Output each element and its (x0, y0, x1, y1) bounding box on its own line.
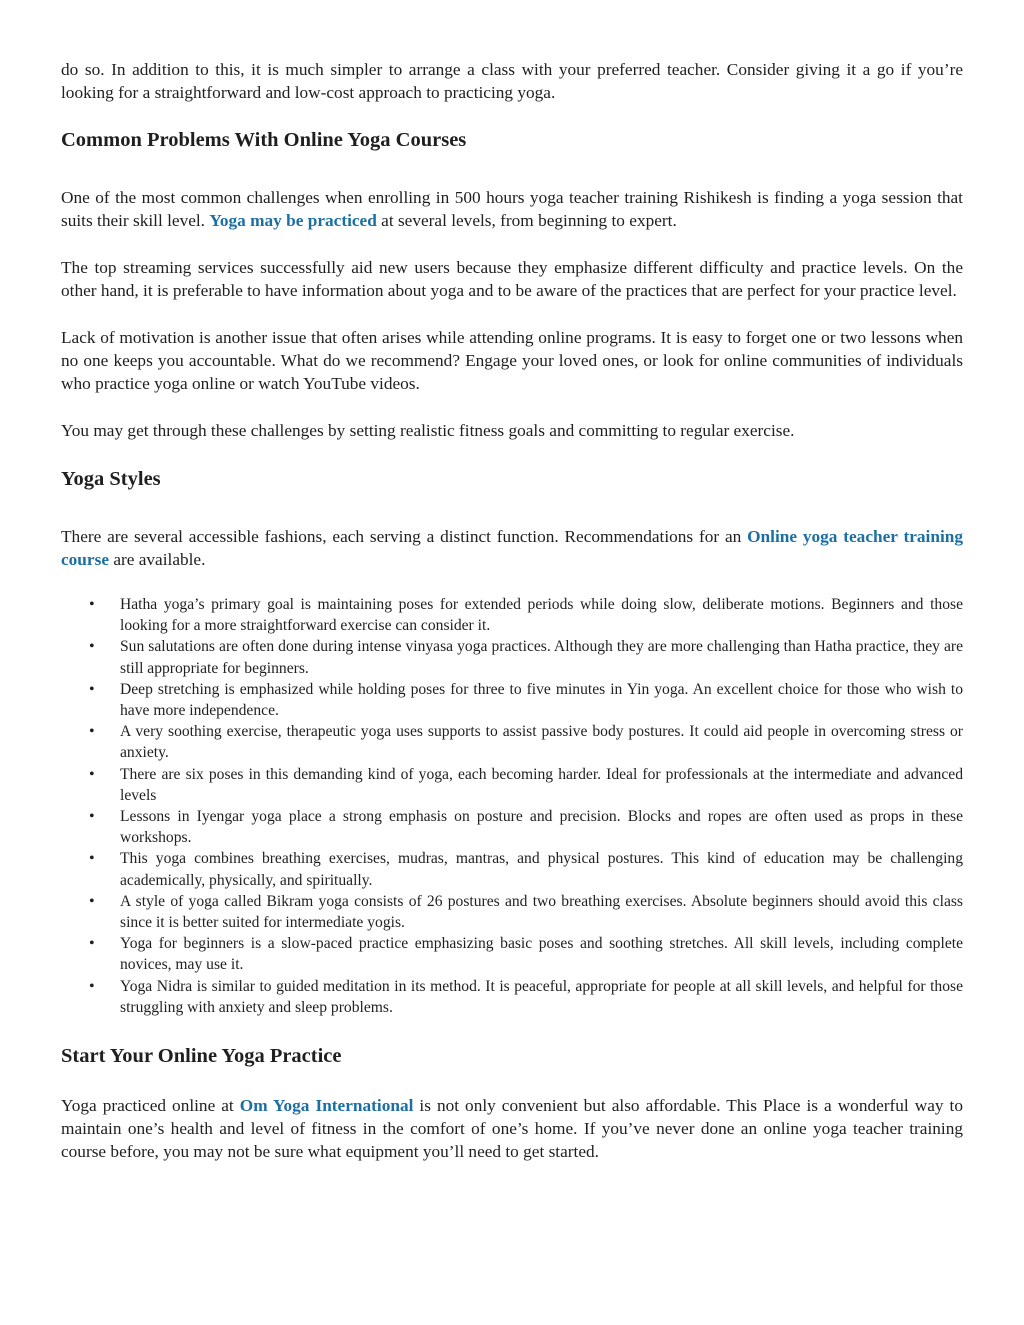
styles-intro-paragraph (61, 525, 963, 571)
list-item: • Yoga Nidra is similar to guided meditation in its method. It is peaceful, appropriate for people at all skill levels, and helpful for those struggling with anxiety and sleep problems. (61, 976, 963, 1018)
intro-paragraph: do so. In addition to this, it is much simpler to arrange a class with your preferred teacher. Consider giving it a go if you’re looking for a straightforward and low-cost approach to practicing yoga. (61, 60, 963, 102)
list-item: • Lessons in Iyengar yoga place a strong emphasis on posture and precision. Blocks and ropes are often used as props in these workshops. (61, 806, 963, 848)
list-item: • There are six poses in this demanding kind of yoga, each becoming harder. Ideal for professionals at the intermediate and advanced levels (61, 764, 963, 806)
problems-p1-text-end: at several levels, from beginning to expert. (376, 211, 677, 230)
list-item: • Sun salutations are often done during intense vinyasa yoga practices. Although they are more challenging than Hatha practice, they are still appropriate for beginners. (61, 636, 963, 678)
yoga-styles-list (61, 594, 963, 1018)
link-yoga-may-be-practiced[interactable]: Yoga may be practiced (209, 211, 377, 230)
start-paragraph (61, 1094, 963, 1163)
styles-intro-text-end: are available. (109, 550, 206, 569)
styles-intro-text: There are several accessible fashions, each serving a distinct function. Recommendations for an (61, 527, 748, 546)
problems-paragraph-2: The top streaming services successfully aid new users because they emphasize different difficulty and practice levels. On the other hand, it is preferable to have information about yoga and to be aware of the practices that are perfect for your practice level. (61, 258, 963, 300)
problems-paragraph-3: Lack of motivation is another issue that often arises while attending online programs. It is easy to forget one or two lessons when no one keeps you accountable. What do we recommend? Engage your loved ones, or look for online communities of individuals who practice yoga online or watch YouTube videos. (61, 328, 963, 393)
list-item: • Deep stretching is emphasized while holding poses for three to five minutes in Yin yoga. An excellent choice for those who wish to have more independence. (61, 679, 963, 721)
list-item: • Hatha yoga’s primary goal is maintaining poses for extended periods while doing slow, deliberate motions. Beginners and those looking for a more straightforward exercise can consider it. (61, 594, 963, 636)
start-p1-text: Yoga practiced online at (61, 1096, 240, 1116)
link-om-yoga-international[interactable]: Om Yoga International (239, 1096, 414, 1116)
list-item: • This yoga combines breathing exercises, mudras, mantras, and physical postures. This kind of education may be challenging academically, physically, and spiritually. (61, 848, 963, 890)
problems-paragraph-4: You may get through these challenges by setting realistic fitness goals and committing to regular exercise. (61, 421, 795, 440)
document-body (61, 58, 963, 1163)
start-p1-text-end: is not only convenient but also affordable. This Place is a wonderful way to maintain one’s health and level of fitness in the comfort of one’s home. If you’ve never done an online yoga teacher training course before, you may not be sure what equipment you’ll need to get started. (61, 1096, 963, 1162)
problems-p1-text: One of the most common challenges when enrolling in 500 hours yoga teacher training Rishikesh is finding a yoga session that suits their skill level. (61, 188, 963, 230)
list-item: • Yoga for beginners is a slow-paced practice emphasizing basic poses and soothing stretches. All skill levels, including complete novices, may use it. (61, 933, 963, 975)
list-item: • A very soothing exercise, therapeutic yoga uses supports to assist passive body postures. It could aid people in overcoming stress or anxiety. (61, 721, 963, 763)
link-online-yoga-teacher-training-course[interactable]: Online yoga teacher training course (61, 527, 963, 569)
problems-paragraph-1 (61, 186, 963, 232)
list-item: • A style of yoga called Bikram yoga consists of 26 postures and two breathing exercises. Absolute beginners should avoid this class since it is better suited for intermediate yogis. (61, 891, 963, 933)
heading-common-problems: Common Problems With Online Yoga Courses (61, 129, 467, 151)
heading-start-online-practice: Start Your Online Yoga Practice (61, 1045, 342, 1068)
heading-yoga-styles: Yoga Styles (61, 468, 161, 490)
